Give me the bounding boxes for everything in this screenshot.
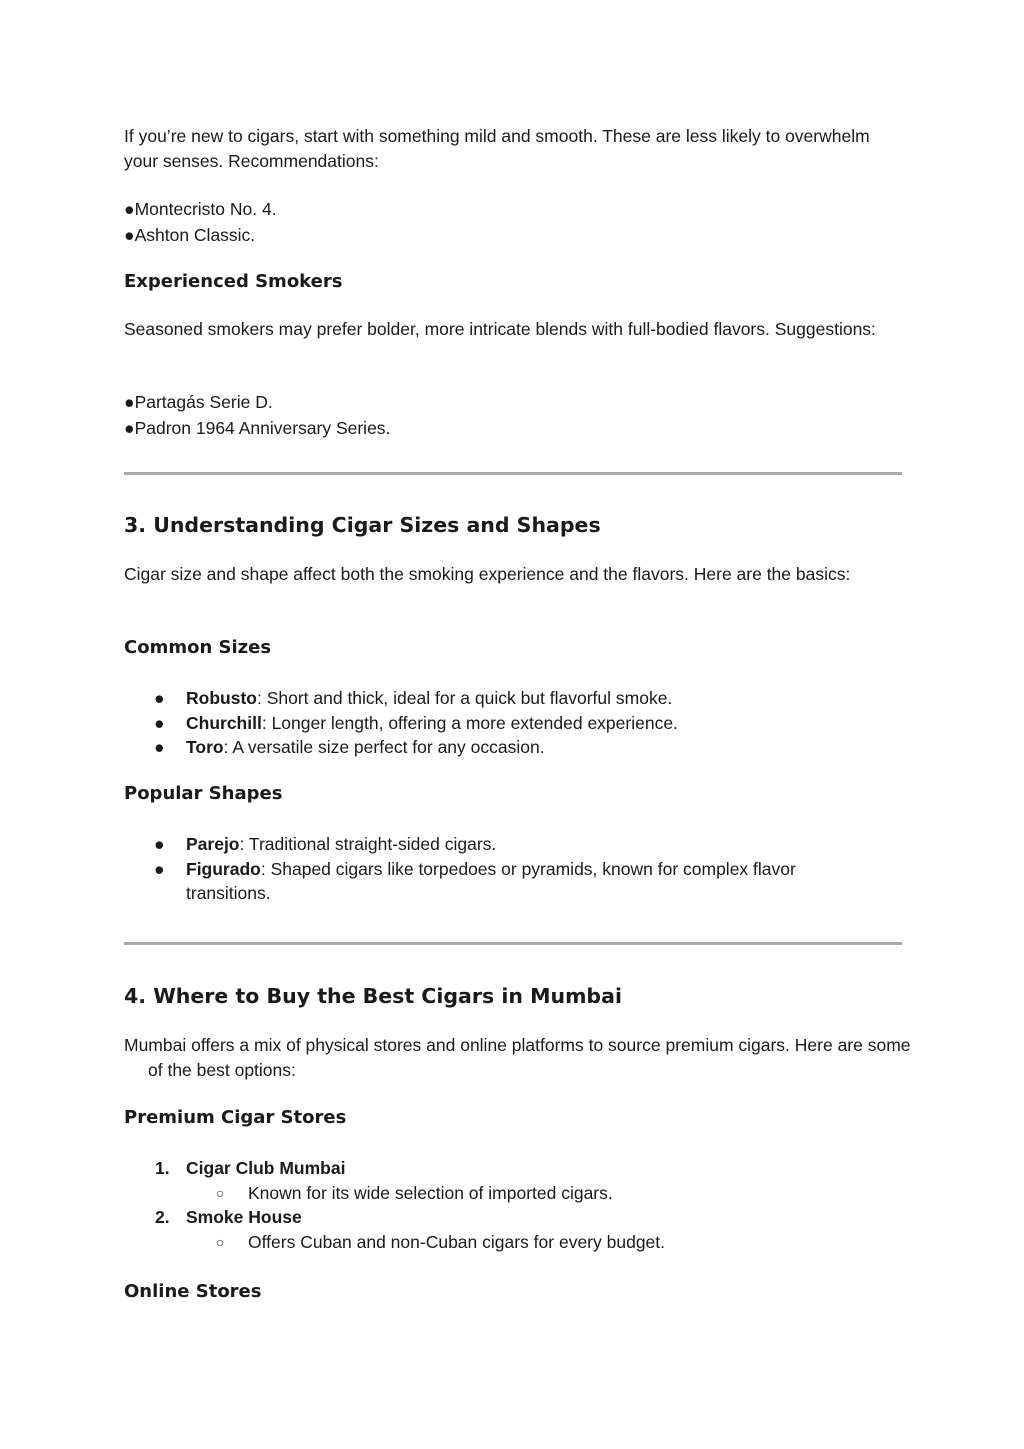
- shape-desc: : Shaped cigars like torpedoes or pyramids, known for complex flavor transitions.: [186, 858, 796, 903]
- shape-desc: : Traditional straight-sided cigars.: [239, 834, 497, 854]
- list-item: [124, 1156, 902, 1205]
- list-number: 2.: [155, 1207, 170, 1227]
- section-4-heading: 4. Where to Buy the Best Cigars in Mumbai: [124, 984, 622, 1008]
- store-note-item: [186, 1181, 902, 1206]
- store-name: Cigar Club Mumbai: [186, 1158, 346, 1178]
- list-item: [124, 735, 902, 760]
- shape-term: Parejo: [186, 834, 240, 854]
- size-desc: : A versatile size perfect for any occasion.: [223, 737, 545, 757]
- store-note: Offers Cuban and non-Cuban cigars for every budget.: [248, 1231, 666, 1252]
- list-item: [124, 832, 884, 857]
- list-item: [124, 857, 884, 906]
- experienced-paragraph: Seasoned smokers may prefer bolder, more intricate blends with full-bodied flavors. Suggestions:: [124, 319, 876, 339]
- size-term: Robusto: [186, 688, 257, 708]
- experienced-heading: Experienced Smokers: [124, 271, 343, 292]
- section-4-intro: Mumbai offers a mix of physical stores and online platforms to source premium cigars. Here are some of the best options:: [124, 1035, 911, 1080]
- circle-bullet-icon: ○: [216, 1233, 225, 1250]
- section-3-intro: Cigar size and shape affect both the smoking experience and the flavors. Here are the basics:: [124, 564, 851, 584]
- shapes-list: [124, 832, 884, 906]
- premium-stores-heading: Premium Cigar Stores: [124, 1107, 347, 1128]
- stores-list: [124, 1156, 902, 1254]
- experienced-bullet: ●Padron 1964 Anniversary Series.: [124, 418, 391, 438]
- store-note: Known for its wide selection of imported cigars.: [248, 1182, 613, 1203]
- size-term: Toro: [186, 737, 224, 757]
- experienced-bullet: ●Partagás Serie D.: [124, 392, 273, 412]
- section-divider: [124, 472, 902, 475]
- shape-term: Figurado: [186, 858, 261, 879]
- list-item: [124, 1205, 902, 1254]
- popular-shapes-heading: Popular Shapes: [124, 783, 283, 804]
- bullet-icon: ●: [154, 737, 165, 757]
- common-sizes-heading: Common Sizes: [124, 637, 272, 658]
- list-number: 1.: [155, 1158, 170, 1178]
- sizes-list: [124, 686, 902, 760]
- intro-bullet: ●Montecristo No. 4.: [124, 199, 277, 219]
- bullet-icon: ●: [154, 858, 165, 879]
- size-desc: : Longer length, offering a more extended experience.: [261, 712, 678, 733]
- store-name: Smoke House: [186, 1207, 302, 1227]
- online-stores-heading: Online Stores: [124, 1281, 262, 1302]
- section-3-heading: 3. Understanding Cigar Sizes and Shapes: [124, 513, 601, 537]
- bullet-icon: ●: [154, 688, 165, 708]
- intro-paragraph: If you’re new to cigars, start with something mild and smooth. These are less likely to overwhelm your senses. Recommendations:: [124, 126, 870, 171]
- circle-bullet-icon: ○: [216, 1184, 225, 1201]
- bullet-icon: ●: [154, 712, 165, 733]
- section-divider: [124, 942, 902, 945]
- list-item: [124, 711, 902, 736]
- intro-bullet: ●Ashton Classic.: [124, 225, 256, 245]
- size-term: Churchill: [186, 712, 262, 733]
- store-note-item: [186, 1230, 902, 1255]
- list-item: [124, 686, 902, 711]
- size-desc: : Short and thick, ideal for a quick but flavorful smoke.: [256, 688, 673, 708]
- bullet-icon: ●: [154, 834, 165, 854]
